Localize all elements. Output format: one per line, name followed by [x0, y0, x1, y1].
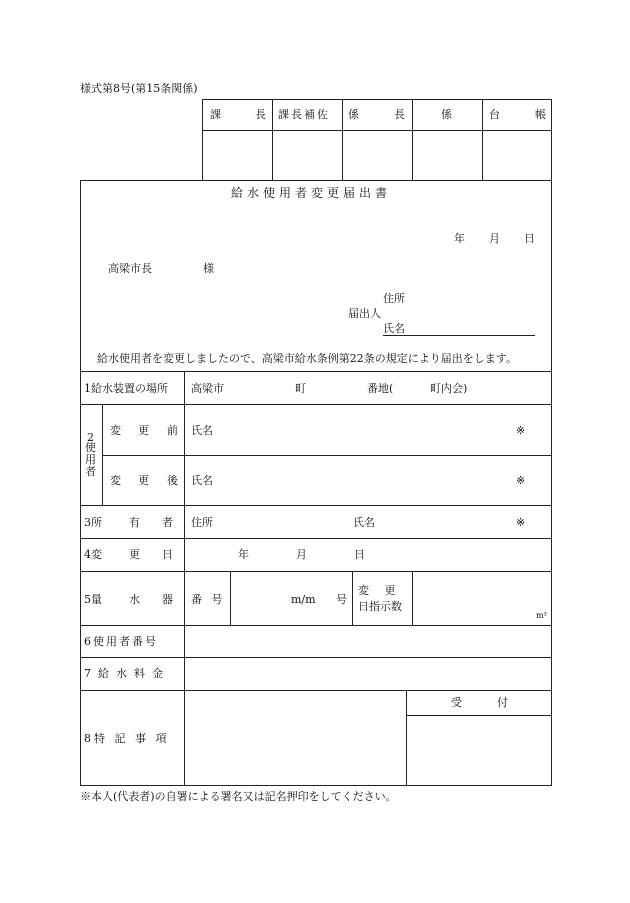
before-mark: ※: [516, 424, 526, 437]
addressee-sama: 様: [203, 262, 214, 275]
row4-label-3: 日: [162, 548, 173, 561]
form-number-label: 様式第8号(第15条関係): [80, 82, 198, 95]
approval-kacho-2: 長: [255, 108, 266, 121]
approval-stamp-kakaricho[interactable]: [343, 131, 412, 180]
row2-inner-divider: [102, 404, 103, 505]
form-bottom-border: [80, 785, 552, 786]
footnote: ※本人(代表者)の自署による署名又は記名押印をしてください。: [80, 790, 397, 803]
approval-stamp-kacho[interactable]: [203, 131, 272, 180]
user-number-field[interactable]: [185, 626, 551, 656]
change-date-field[interactable]: [185, 539, 551, 570]
approval-kacho-hosa: 課長補佐: [278, 108, 330, 121]
row4-label-2: 更: [129, 548, 140, 561]
water-fee-field[interactable]: [185, 658, 551, 689]
approval-kacho-1: 課: [210, 108, 221, 121]
row1-banchi: 番地(: [367, 382, 394, 395]
form-right-border: [551, 99, 552, 786]
uketsuke-label-2: 付: [497, 696, 508, 709]
applicant-name-field[interactable]: [410, 318, 535, 334]
after-name-label: 氏名: [191, 474, 213, 487]
applicant-name-label: 氏名: [383, 322, 405, 335]
row1-city: 高梁市: [191, 382, 224, 395]
user-after-name-field[interactable]: [215, 456, 505, 504]
supply-location-field[interactable]: [185, 372, 551, 404]
owner-name-label: 氏名: [353, 516, 375, 529]
date-month-label: 月: [489, 232, 500, 245]
change-date-year: 年: [238, 548, 249, 561]
approval-kakaricho-2: 長: [394, 108, 405, 121]
row2-label-char-1: 使: [85, 441, 96, 454]
row3-top-border: [80, 505, 552, 506]
user-before-name-field[interactable]: [215, 406, 505, 454]
applicant-address-label: 住所: [383, 292, 405, 305]
approval-kakari: 係: [441, 108, 452, 121]
row2-label-char-2: 用: [85, 453, 96, 466]
after-mark: ※: [516, 474, 526, 487]
document-title: 給水使用者変更届出書: [231, 186, 392, 200]
before-label-3: 前: [167, 424, 178, 437]
row3-label-1: 3所: [84, 516, 102, 529]
date-day-label: 日: [524, 232, 535, 245]
after-label-1: 変: [110, 474, 121, 487]
before-label-2: 更: [138, 424, 149, 437]
meter-number-label: 番 号: [191, 593, 226, 606]
approval-stamp-kacho-hosa[interactable]: [273, 131, 342, 180]
form-left-border: [80, 180, 81, 786]
declaration-statement: 給水使用者を変更しましたので、高梁市給水条例第22条の規定により届出をします。: [97, 352, 517, 365]
reception-stamp-area[interactable]: [407, 716, 551, 784]
addressee-mayor: 高梁市長: [108, 262, 152, 275]
approval-stamp-kakari[interactable]: [413, 131, 482, 180]
row5-label-1: 5量: [84, 593, 102, 606]
meter-number-field[interactable]: [231, 572, 286, 624]
approval-daicho-2: 帳: [535, 108, 546, 121]
row3-label-2: 有: [129, 516, 140, 529]
before-label-1: 変: [110, 424, 121, 437]
row5-label-2: 水: [129, 593, 140, 606]
approval-top-border: [202, 99, 552, 100]
owner-name-field[interactable]: [378, 507, 506, 537]
owner-address-label: 住所: [191, 516, 213, 529]
before-name-label: 氏名: [191, 424, 213, 437]
row6-label: 6使用者番号: [84, 635, 158, 648]
change-date-month: 月: [296, 548, 307, 561]
meter-unit: m³: [536, 611, 547, 620]
owner-mark: ※: [516, 516, 526, 529]
meter-go-label: 号: [336, 593, 347, 606]
row8-label: 8特 記 事 項: [84, 732, 170, 745]
row5-label-3: 器: [162, 593, 173, 606]
uketsuke-label-1: 受: [451, 696, 462, 709]
meter-mm-label: m/m: [291, 593, 316, 606]
approval-daicho-1: 台: [489, 108, 500, 121]
row2-label-number: 2: [87, 431, 94, 444]
change-date-day: 日: [354, 548, 365, 561]
row2-label-char-3: 者: [85, 465, 96, 478]
owner-address-field[interactable]: [215, 507, 350, 537]
row5-divider-2: [352, 571, 353, 625]
approval-stamp-daicho[interactable]: [483, 131, 552, 180]
after-label-2: 更: [138, 474, 149, 487]
row4-label-1: 4変: [84, 548, 102, 561]
row2-top-border: [80, 404, 552, 405]
date-year-label: 年: [454, 232, 465, 245]
row1-machi: 町: [295, 382, 306, 395]
applicant-name-underline: [383, 335, 535, 336]
row7-label: 7給水料金: [84, 667, 170, 680]
meter-change-label: 変 更: [358, 584, 402, 597]
row1-chonaikai: 町内会): [430, 382, 468, 395]
meter-reading-label: 日指示数: [358, 600, 402, 613]
row1-label: 1給水装置の場所: [84, 382, 168, 395]
form-top-border: [80, 180, 552, 181]
remarks-field[interactable]: [185, 691, 405, 784]
applicant-label: 届出人: [348, 307, 381, 320]
approval-kakaricho-1: 係: [348, 108, 359, 121]
meter-reading-field[interactable]: [413, 572, 533, 624]
after-label-3: 後: [167, 474, 178, 487]
row3-label-3: 者: [162, 516, 173, 529]
